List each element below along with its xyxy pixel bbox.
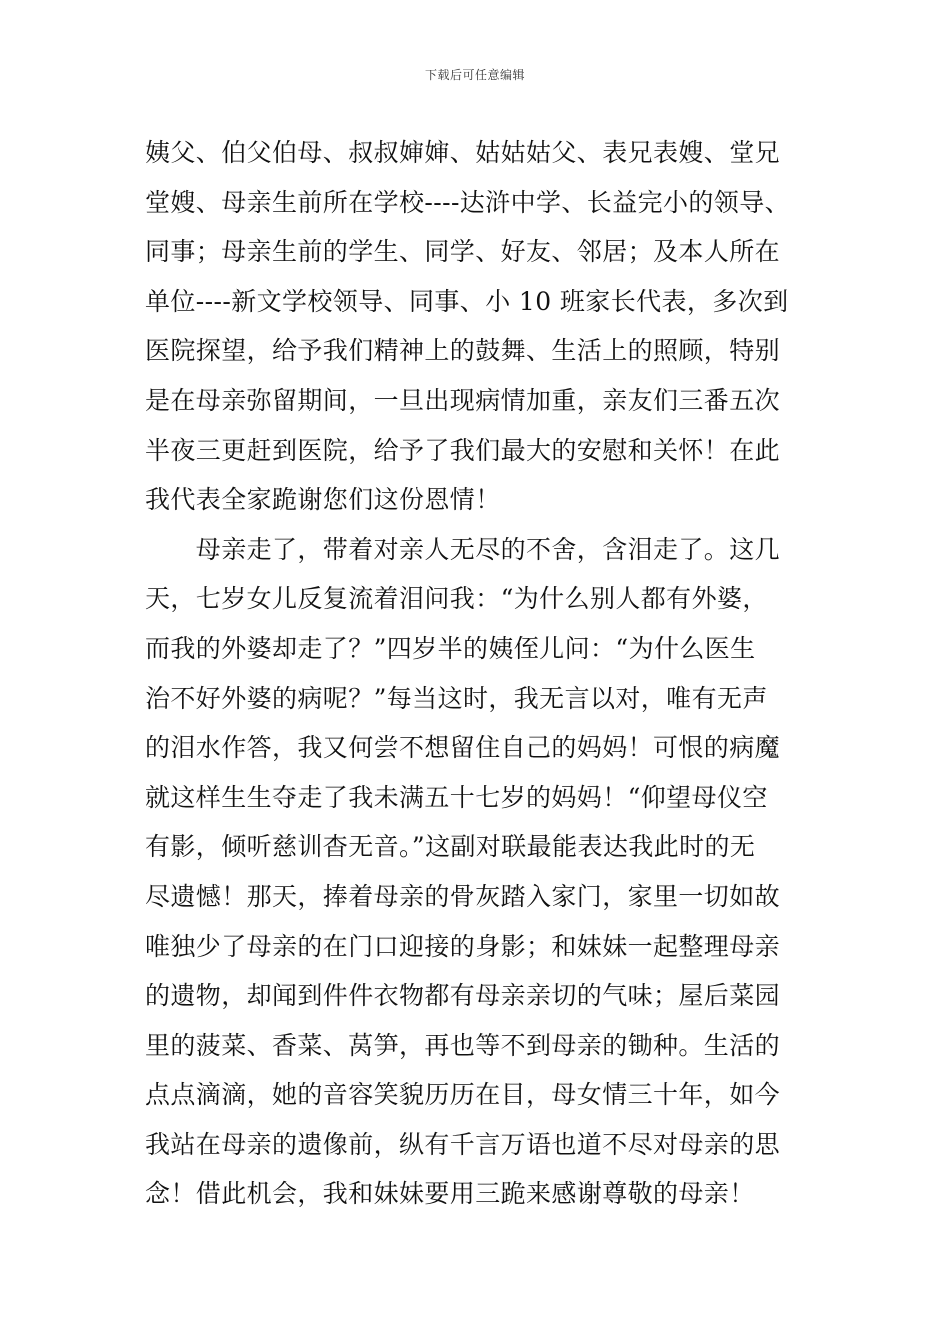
text-line: 就这样生生夺走了我未满五十七岁的妈妈！“仰望母仪空	[145, 782, 768, 812]
text-line: 念！借此机会，我和妹妹要用三跪来感谢尊敬的母亲！	[145, 1179, 755, 1209]
text-line: 医院探望，给予我们精神上的鼓舞、生活上的照顾，特别	[145, 336, 781, 366]
text-line: 堂嫂、母亲生前所在学校----达浒中学、长益完小的领导、	[145, 187, 790, 217]
text-line: 单位----新文学校领导、同事、小 10 班家长代表，多次到	[145, 286, 789, 316]
text-line: 是在母亲弥留期间，一旦出现病情加重，亲友们三番五次	[145, 385, 781, 415]
text-line: 我站在母亲的遗像前，纵有千言万语也道不尽对母亲的思	[145, 1129, 781, 1159]
text-line: 的遗物，却闻到件件衣物都有母亲亲切的气味；屋后菜园	[145, 981, 781, 1011]
text-line: 天，七岁女儿反复流着泪问我：“为什么别人都有外婆，	[145, 584, 768, 614]
text-line: 同事；母亲生前的学生、同学、好友、邻居；及本人所在	[145, 237, 781, 267]
text-line: 半夜三更赶到医院，给予了我们最大的安慰和关怀！在此	[145, 435, 781, 465]
text-line: 姨父、伯父伯母、叔叔婶婶、姑姑姑父、表兄表嫂、堂兄	[145, 138, 781, 167]
text-line: 唯独少了母亲的在门口迎接的身影；和妹妹一起整理母亲	[145, 931, 781, 961]
text-line: 的泪水作答，我又何尝不想留住自己的妈妈！可恨的病魔	[145, 733, 781, 763]
text-line: 母亲走了，带着对亲人无尽的不舍，含泪走了。这几	[145, 534, 781, 564]
paragraph-2	[145, 525, 825, 1219]
text-line: 尽遗憾！那天，捧着母亲的骨灰踏入家门，家里一切如故	[145, 881, 781, 911]
paragraph-1	[145, 128, 825, 525]
document-body	[145, 128, 825, 1219]
text-line: 治不好外婆的病呢？”每当这时，我无言以对，唯有无声	[145, 683, 768, 713]
text-line: 我代表全家跪谢您们这份恩情！	[145, 485, 501, 515]
page-header: 下载后可任意编辑	[424, 68, 525, 82]
text-line: 有影，倾听慈训杳无音。”这副对联最能表达我此时的无	[145, 832, 756, 862]
text-line: 点点滴滴，她的音容笑貌历历在目，母女情三十年，如今	[145, 1080, 781, 1110]
text-line: 而我的外婆却走了？”四岁半的姨侄儿问：“为什么医生	[145, 633, 756, 663]
text-line: 里的菠菜、香菜、莴笋，再也等不到母亲的锄种。生活的	[145, 1030, 781, 1060]
